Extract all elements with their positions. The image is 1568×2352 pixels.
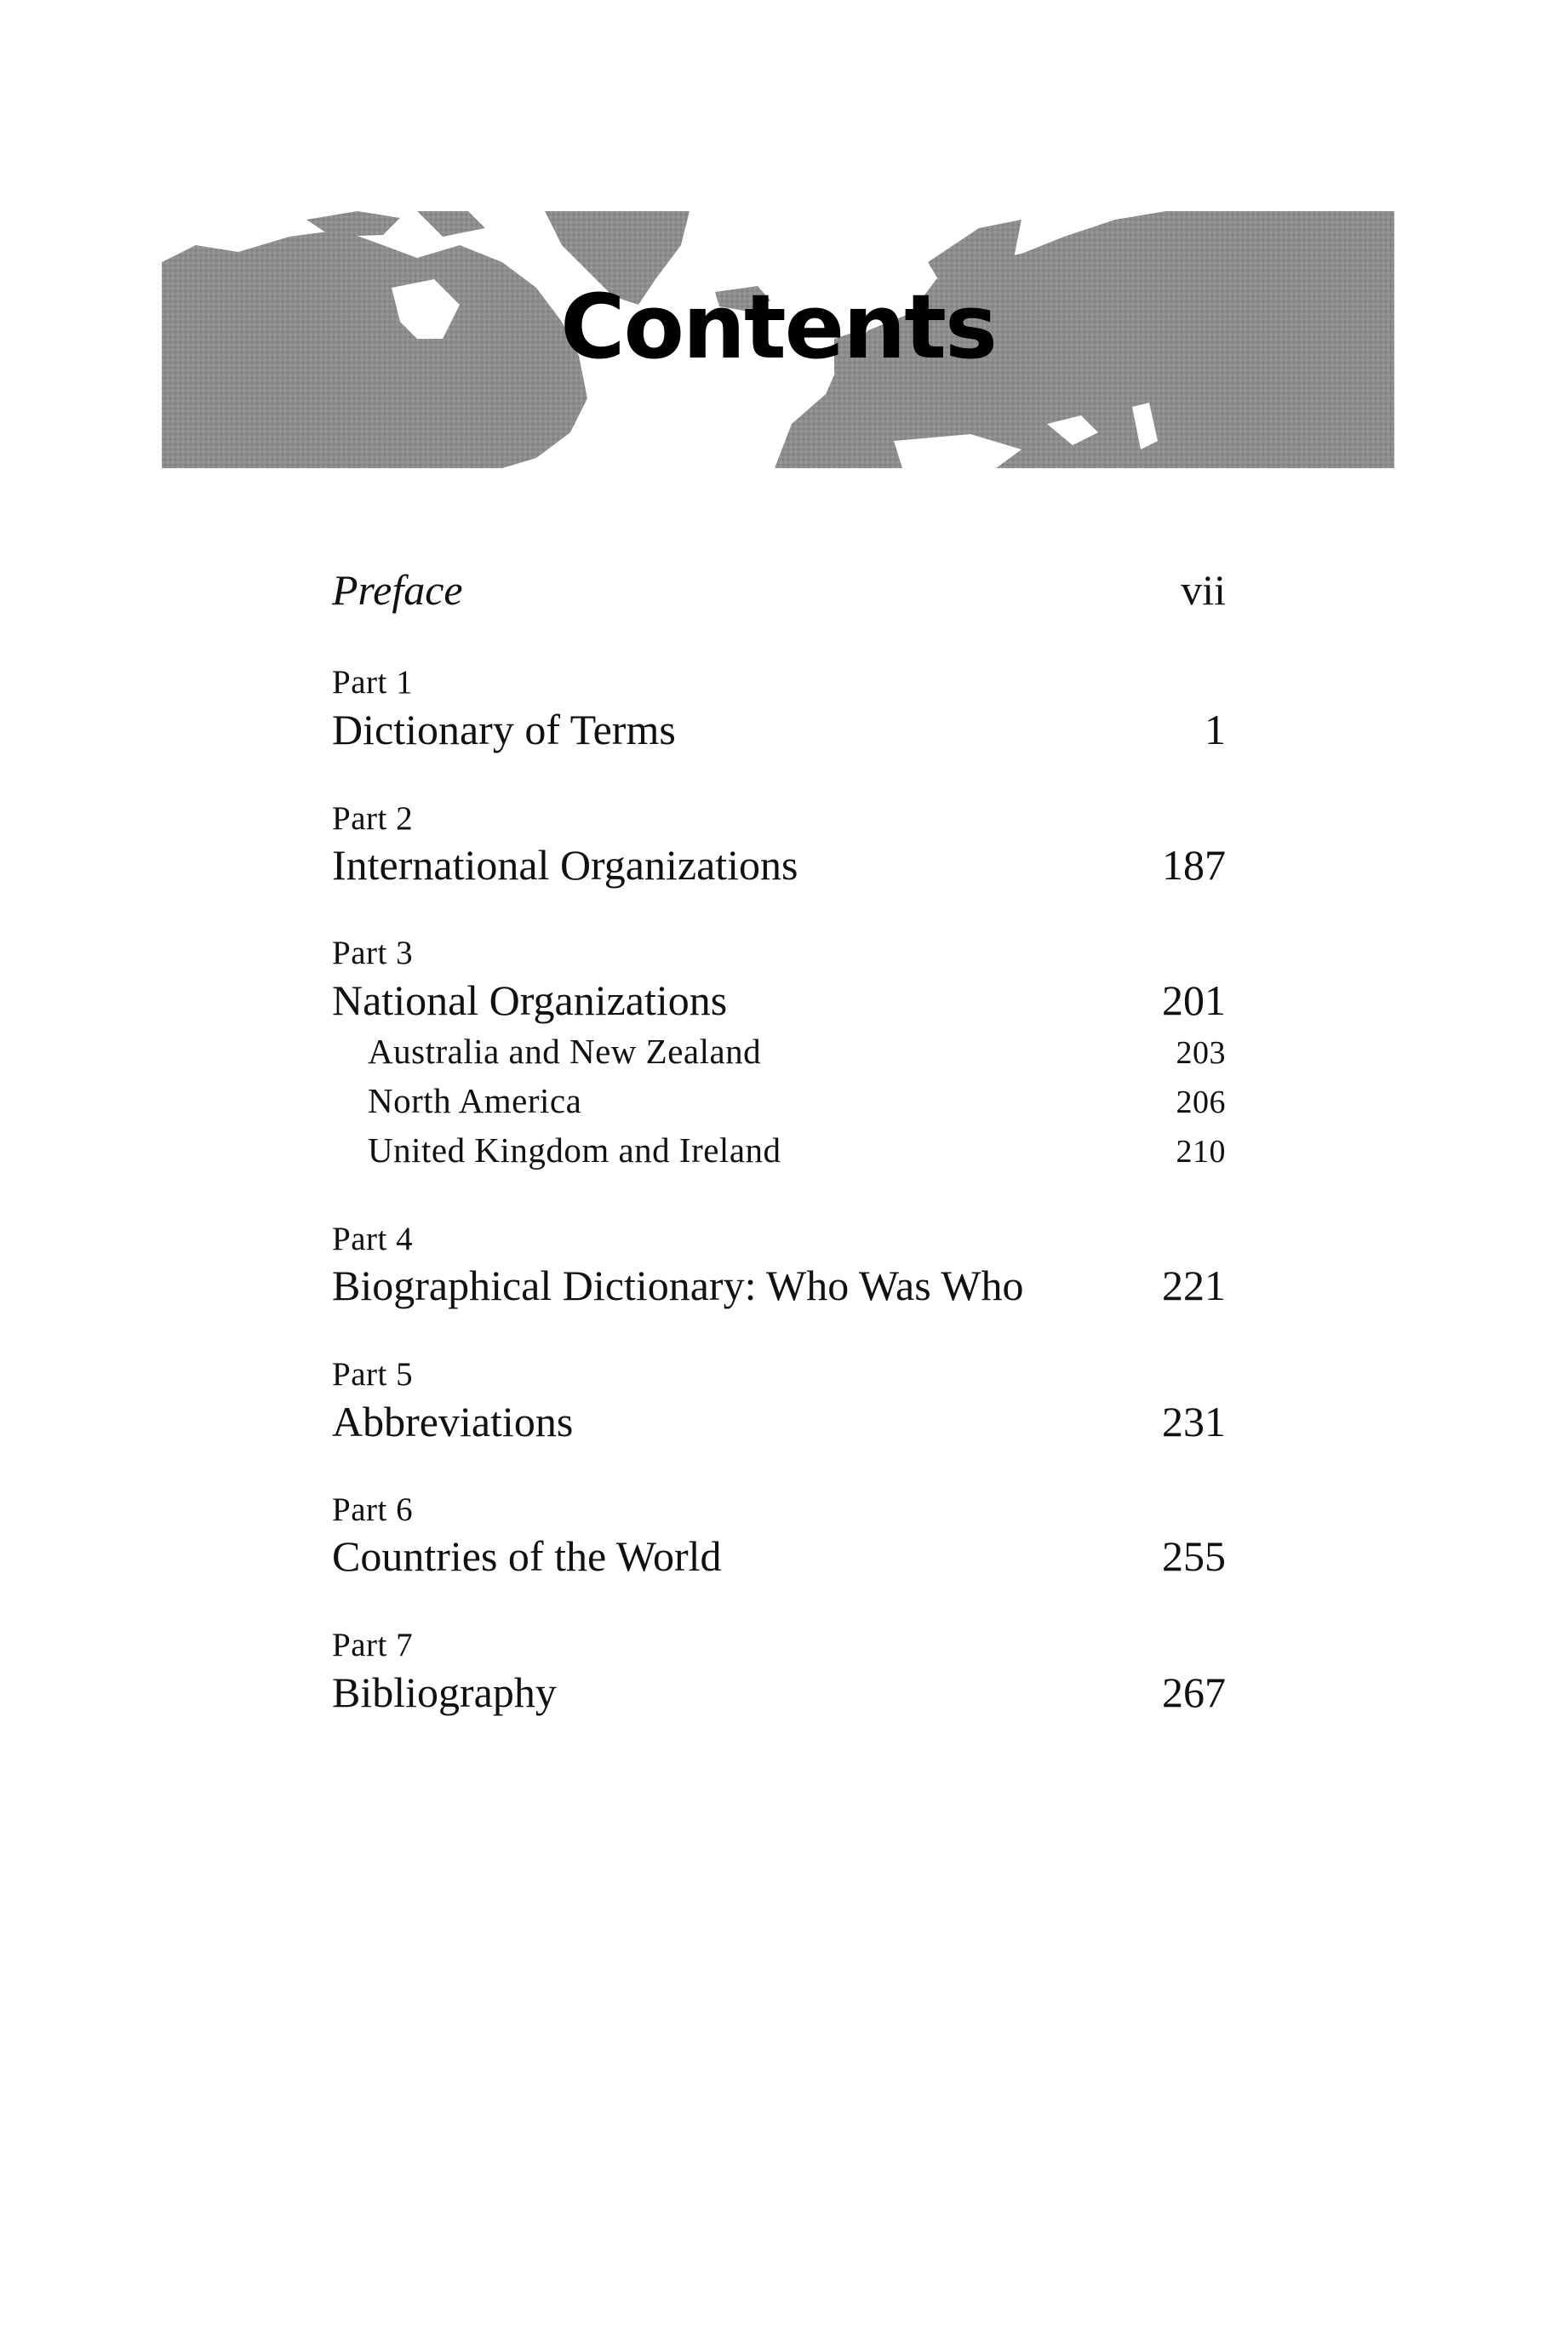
part-label: Part 1 [332, 664, 414, 701]
toc-entry-part-6[interactable] [332, 1532, 1226, 1580]
contents-banner [162, 211, 1394, 468]
toc-subentry-page: 210 [1176, 1134, 1226, 1170]
toc-entry-title: Preface [332, 566, 463, 614]
toc-entry-title: National Organizations [332, 976, 728, 1024]
toc-entry-title: International Organizations [332, 841, 798, 889]
toc-entry-page: 267 [1162, 1668, 1226, 1716]
part-label: Part 3 [332, 935, 414, 971]
toc-entry-page: 221 [1162, 1262, 1226, 1309]
toc-entry-part-1[interactable] [332, 708, 1226, 751]
toc-entry-page: 201 [1162, 976, 1226, 1024]
toc-entry-part-2[interactable] [332, 841, 1226, 889]
toc-subentry-page: 203 [1176, 1035, 1226, 1071]
toc-entry-preface[interactable] [332, 566, 1226, 614]
part-label: Part 4 [332, 1221, 414, 1257]
toc-subentry[interactable] [332, 1081, 1226, 1120]
toc-entry-title: Dictionary of Terms [332, 706, 676, 753]
part-label: Part 7 [332, 1627, 414, 1663]
toc-subentry-title: Australia and New Zealand [368, 1032, 762, 1071]
toc-entry-page: 255 [1162, 1532, 1226, 1580]
part-label: Part 6 [332, 1491, 414, 1528]
toc-entry-page: vii [1181, 566, 1226, 614]
toc-entry-page: 187 [1162, 841, 1226, 889]
toc-entry-title: Abbreviations [332, 1398, 574, 1445]
toc-entry-part-4[interactable] [332, 1264, 1226, 1307]
toc-subentry-title: North America [368, 1081, 582, 1120]
toc-entry-part-5[interactable] [332, 1400, 1226, 1443]
toc-subentry[interactable] [332, 1034, 1226, 1069]
toc-entry-title: Bibliography [332, 1668, 557, 1716]
toc-subentry[interactable] [332, 1130, 1226, 1170]
toc-subentry-page: 206 [1176, 1084, 1226, 1120]
toc-entry-title: Countries of the World [332, 1532, 722, 1580]
toc-entry-page: 1 [1205, 706, 1226, 753]
toc-subentry-title: United Kingdom and Ireland [368, 1130, 781, 1170]
toc-entry-part-3[interactable] [332, 976, 1226, 1024]
toc-entry-title: Biographical Dictionary: Who Was Who [332, 1262, 1024, 1309]
page-title: Contents [560, 275, 996, 379]
part-label: Part 5 [332, 1356, 414, 1393]
toc-entry-part-7[interactable] [332, 1668, 1226, 1716]
part-label: Part 2 [332, 800, 414, 837]
toc-entry-page: 231 [1162, 1398, 1226, 1445]
